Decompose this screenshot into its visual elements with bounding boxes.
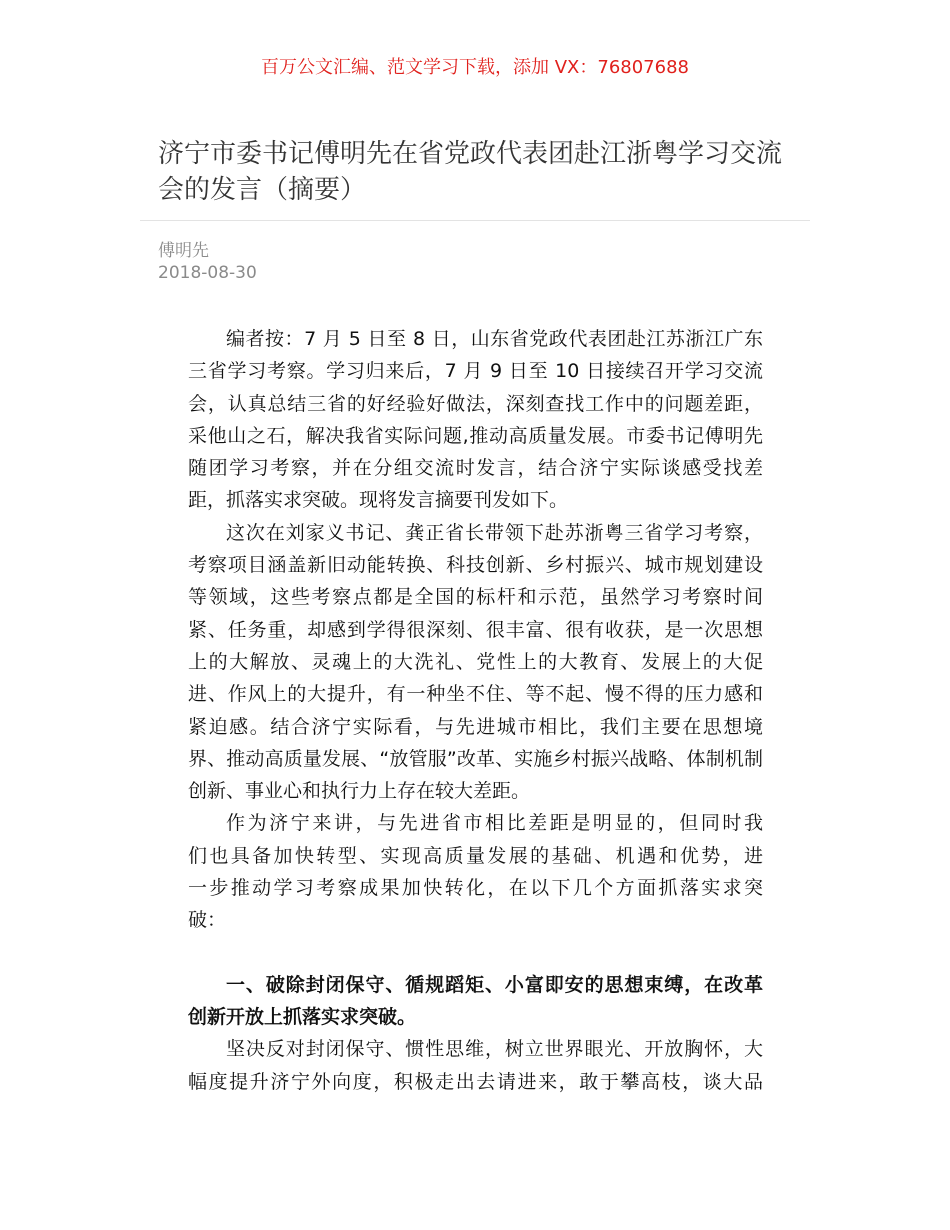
text-line: 这次在刘家义书记、龚正省长带领下赴苏浙粤三省学习考察， [226, 521, 763, 544]
text-line: 界、推动高质量发展、“放管服”改革、实施乡村振兴战略、体制机制 [188, 747, 763, 770]
text-line: 破： [188, 909, 227, 932]
text-line: 紧迫感。结合济宁实际看，与先进城市相比，我们主要在思想境 [188, 715, 763, 738]
text-line: 采他山之石，解决我省实际问题,推动高质量发展。市委书记傅明先 [188, 424, 763, 447]
text-line: 上的大解放、灵魂上的大洗礼、党性上的大教育、发展上的大促 [188, 650, 763, 673]
paragraph [188, 517, 763, 808]
text-line: 编者按：7 月 5 日至 8 日，山东省党政代表团赴江苏浙江广东 [226, 328, 763, 350]
paragraph [188, 1033, 763, 1098]
text-line: 会，认真总结三省的好经验好做法，深刻查找工作中的问题差距， [188, 392, 763, 415]
text-line: 紧、任务重，却感到学得很深刻、很丰富、很有收获，是一次思想 [188, 618, 763, 641]
text-line: 创新、事业心和执行力上存在较大差距。 [188, 780, 531, 803]
text-line: 创新开放上抓落实求突破。 [188, 1005, 417, 1028]
title-line: 济宁市委书记傅明先在省党政代表团赴江浙粤学习交流 [158, 139, 783, 169]
text-line: 一步推动学习考察成果加快转化，在以下几个方面抓落实求突 [188, 877, 763, 900]
text-line: 三省学习考察。学习归来后，7 月 9 日至 10 日接续召开学习交流 [188, 360, 763, 383]
text-line: 等领域，这些考察点都是全国的标杆和示范，虽然学习考察时间 [188, 586, 763, 609]
section-heading [188, 969, 763, 1034]
text-line: 进、作风上的大提升，有一种坐不住、等不起、慢不得的压力感和 [188, 683, 763, 706]
text-line: 考察项目涵盖新旧动能转换、科技创新、乡村振兴、城市规划建设 [188, 554, 763, 577]
text-line: 们也具备加快转型、实现高质量发展的基础、机遇和优势，进 [188, 844, 763, 867]
author: 傅明先 [158, 241, 209, 261]
title-divider [140, 220, 810, 221]
download-banner: 百万公文汇编、范文学习下载，添加 VX：76807688 [261, 57, 689, 78]
text-line: 幅度提升济宁外向度，积极走出去请进来，敢于攀高枝，谈大品 [188, 1070, 763, 1093]
text-line: 坚决反对封闭保守、惯性思维，树立世界眼光、开放胸怀，大 [226, 1038, 763, 1061]
text-line: 距，抓落实求突破。现将发言摘要刊发如下。 [188, 489, 569, 512]
text-line: 作为济宁来讲，与先进省市相比差距是明显的，但同时我 [226, 812, 763, 835]
text-line: 随团学习考察，并在分组交流时发言，结合济宁实际谈感受找差 [188, 457, 763, 480]
article-title [158, 136, 798, 208]
publish-date: 2018-08-30 [158, 263, 257, 283]
paragraph [188, 323, 763, 517]
article-body [188, 323, 763, 1098]
text-line: 一、破除封闭保守、循规蹈矩、小富即安的思想束缚，在改革 [226, 973, 763, 996]
paragraph [188, 807, 763, 936]
title-line: 会的发言（摘要） [158, 175, 367, 205]
